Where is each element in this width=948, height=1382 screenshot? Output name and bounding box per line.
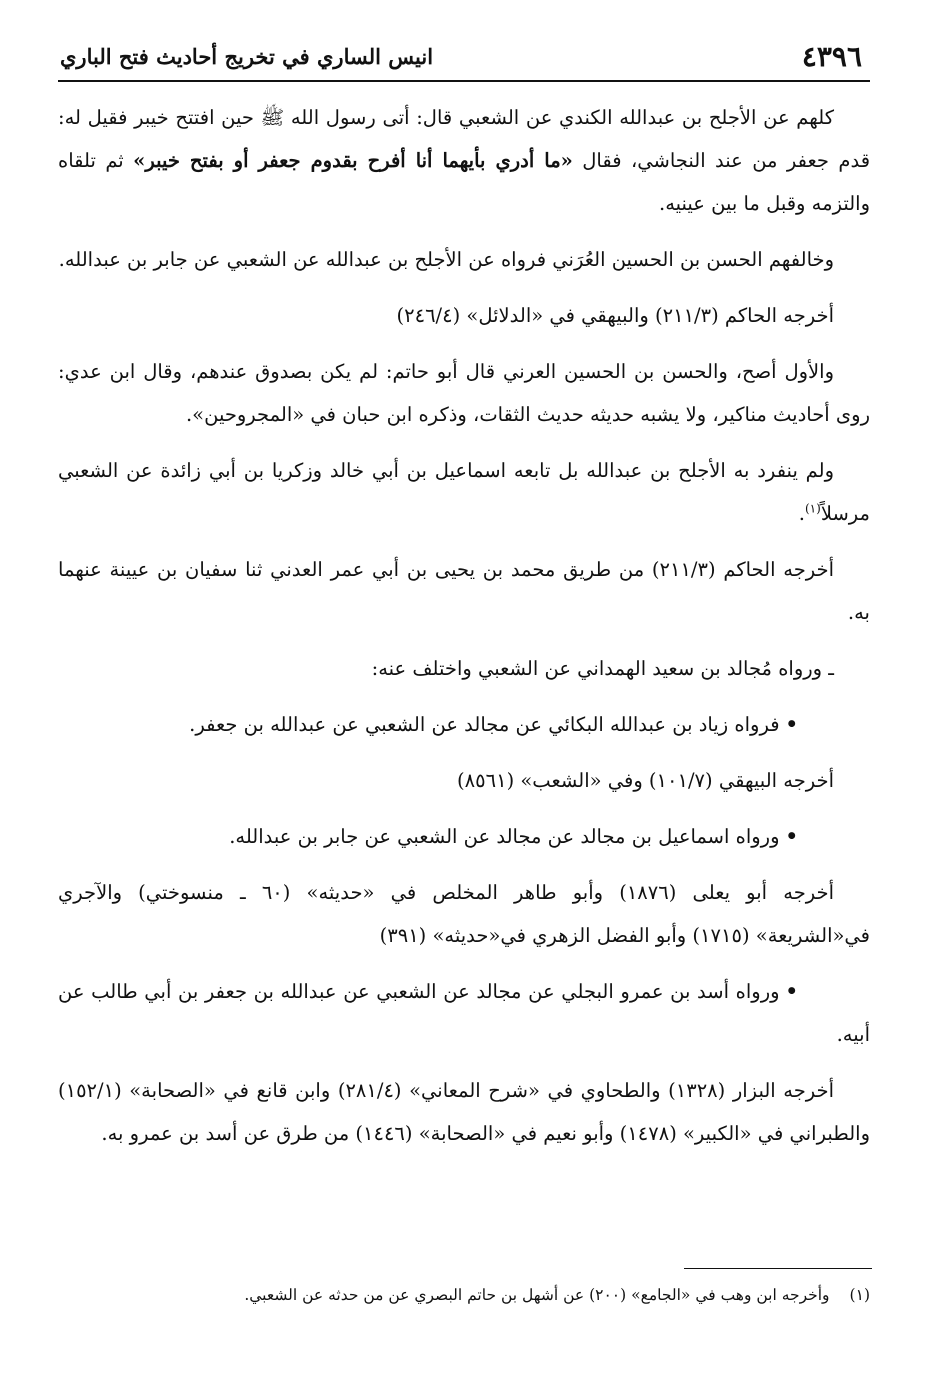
bullet-icon: • (785, 980, 798, 1003)
paragraph-text: فرواه زياد بن عبدالله البكائي عن مجالد عن الشعبي عن عبدالله بن جعفر. (189, 713, 780, 736)
paragraph: أخرجه الحاكم (٢١١/٣) من طريق محمد بن يحيى بن أبي عمر العدني ثنا سفيان بن عيينة عنهما به. (58, 558, 870, 624)
paragraph-text: ورواه اسماعيل بن مجالد عن مجالد عن الشعبي عن جابر بن عبدالله. (229, 825, 780, 848)
paragraph: أخرجه البيهقي (١٠١/٧) وفي «الشعب» (٨٥٦١) (457, 769, 834, 792)
bullet-item (58, 815, 870, 858)
paragraph: والأول أصح، والحسن بن الحسين العرني قال أبو حاتم: لم يكن بصدوق عندهم، وقال ابن عدي: روى أحاديث مناكير، ولا يشبه حديثه حديث الثقات، وذكره ابن حبان في «المجروحين». (58, 360, 870, 426)
main-text (58, 96, 870, 1168)
paragraph: أخرجه البزار (١٣٢٨) والطحاوي في «شرح المعاني» (٢٨١/٤) وابن قانع في «الصحابة» (١٥٢/١) والطبراني في «الكبير» (١٤٧٨) وأبو نعيم في «الصحابة» (١٤٤٦) من طرق عن أسد بن عمرو به. (58, 1079, 870, 1145)
bullet-item (58, 970, 870, 1056)
paragraph: وخالفهم الحسن بن الحسين العُرَني فرواه عن الأجلح بن عبدالله عن الشعبي عن جابر بن عبدالله. (58, 248, 834, 271)
header-rule (58, 80, 870, 82)
paragraph (58, 96, 870, 225)
page-header (58, 36, 870, 76)
footnote-text: وأخرجه ابن وهب في «الجامع» (٢٠٠) عن أشهل بن حاتم البصري عن من حدثه عن الشعبي. (244, 1286, 830, 1304)
footnote (58, 1282, 870, 1308)
paragraph-text: ورواه أسد بن عمرو البجلي عن مجالد عن الشعبي عن عبدالله بن جعفر بن أبي طالب عن أبيه. (58, 980, 870, 1046)
footnote-rule (684, 1268, 872, 1269)
paragraph (58, 449, 870, 535)
bullet-icon: • (785, 825, 798, 848)
paragraph: أخرجه الحاكم (٢١١/٣) والبيهقي في «الدلائل» (٢٤٦/٤) (396, 304, 834, 327)
paragraph-text: ثم تلقاه والتزمه وقبل ما بين عينيه. (58, 149, 870, 215)
footnote-reference[interactable]: (١) (804, 501, 821, 516)
paragraph-text: كلهم عن الأجلح بن عبدالله الكندي عن الشعبي قال: أتى رسول الله ﷺ حين افتتح خيبر فقيل له: قدم جعفر من عند النجاشي، فقال (58, 106, 871, 172)
running-title: انيس الساري في تخريج أحاديث فتح الباري (60, 44, 434, 69)
paragraph: ـ ورواه مُجالد بن سعيد الهمداني عن الشعبي واختلف عنه: (371, 657, 834, 680)
paragraph: أخرجه أبو يعلى (١٨٧٦) وأبو طاهر المخلص في «حديثه» (٦٠ ـ منسوختي) والآجري في«الشريعة» (١٧١٥) وأبو الفضل الزهري في«حديثه» (٣٩١) (58, 881, 870, 947)
paragraph-text: ولم ينفرد به الأجلح بن عبدالله بل تابعه اسماعيل بن أبي خالد وزكريا بن أبي زائدة عن الشعبي مرسلاً (58, 459, 870, 525)
footnote-number: (١) (849, 1286, 870, 1304)
paragraph-text: . (798, 502, 805, 525)
page-number: ٤٣٩٦ (801, 40, 862, 73)
bullet-icon: • (785, 713, 798, 736)
bullet-item (58, 703, 870, 746)
hadith-quote: «ما أدري بأيهما أنا أفرح بقدوم جعفر أو بفتح خيبر» (133, 149, 573, 172)
